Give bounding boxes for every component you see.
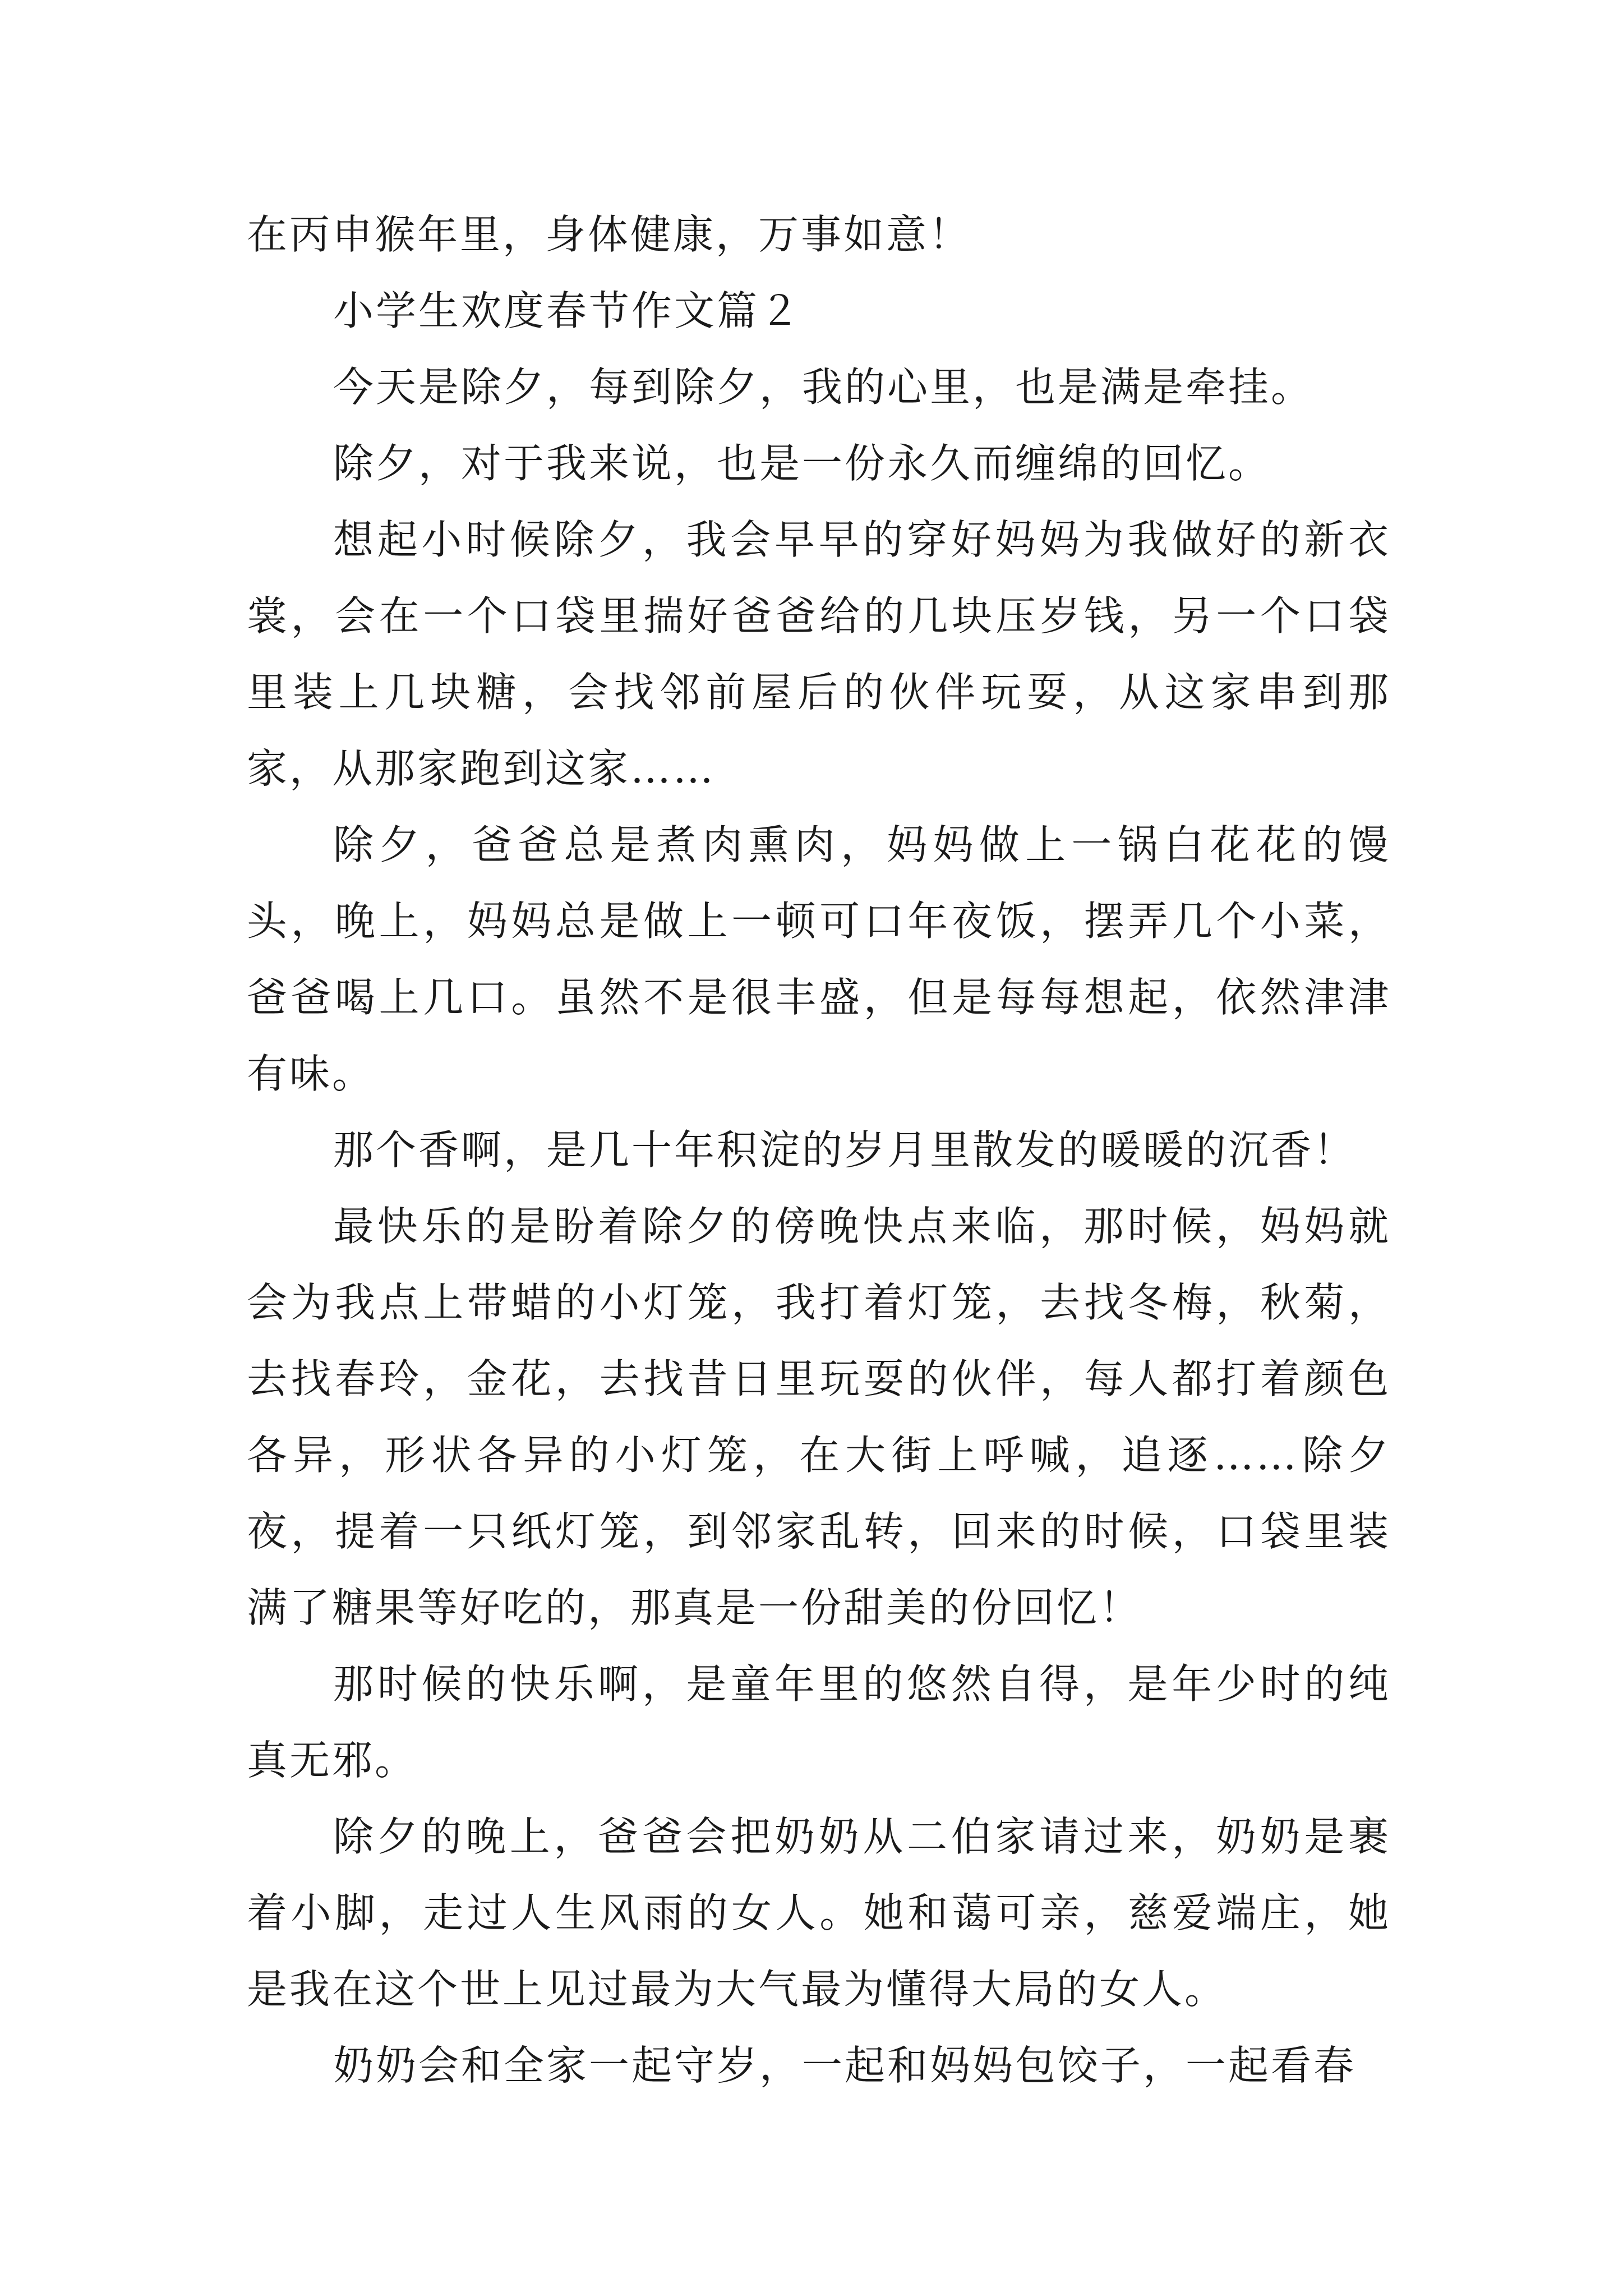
paragraph: 想起小时候除夕，我会早早的穿好妈妈为我做好的新衣裳，会在一个口袋里揣好爸爸给的几块压岁钱，另一个口袋里装上几块糖，会找邻前屋后的伙伴玩耍，从这家串到那家，从那家跑到这家…… xyxy=(247,516,1391,792)
paragraph: 奶奶会和全家一起守岁，一起和妈妈包饺子，一起看春 xyxy=(333,2042,1357,2089)
section-heading: 小学生欢度春节作文篇２ xyxy=(333,287,803,334)
paragraph-continuation: 在丙申猴年里，身体健康，万事如意！ xyxy=(247,211,972,258)
paragraph: 今天是除夕，每到除夕，我的心里，也是满是牵挂。 xyxy=(333,364,1314,411)
paragraph: 那时候的快乐啊，是童年里的悠然自得，是年少时的纯真无邪。 xyxy=(247,1660,1391,1784)
article-body xyxy=(247,196,1391,2104)
paragraph: 除夕的晚上，爸爸会把奶奶从二伯家请过来，奶奶是裹着小脚，走过人生风雨的女人。她和蔼可亲，慈爱端庄，她是我在这个世上见过最为大气最为懂得大局的女人。 xyxy=(247,1813,1391,2013)
paragraph: 除夕，对于我来说，也是一份永久而缠绵的回忆。 xyxy=(333,440,1271,487)
paragraph: 除夕，爸爸总是煮肉熏肉，妈妈做上一锅白花花的馒头，晚上，妈妈总是做上一顿可口年夜饭，摆弄几个小菜，爸爸喝上几口。虽然不是很丰盛，但是每每想起，依然津津有味。 xyxy=(247,821,1391,1097)
paragraph: 最快乐的是盼着除夕的傍晚快点来临，那时候，妈妈就会为我点上带蜡的小灯笼，我打着灯笼，去找冬梅，秋菊，去找春玲，金花，去找昔日里玩耍的伙伴，每人都打着颜色各异，形状各异的小灯笼，在大街上呼喊，追逐……除夕夜，提着一只纸灯笼，到邻家乱转，回来的时候，口袋里装满了糖果等好吃的，那真是一份甜美的份回忆！ xyxy=(247,1203,1391,1631)
paragraph: 那个香啊，是几十年积淀的岁月里散发的暖暖的沉香！ xyxy=(333,1126,1357,1174)
